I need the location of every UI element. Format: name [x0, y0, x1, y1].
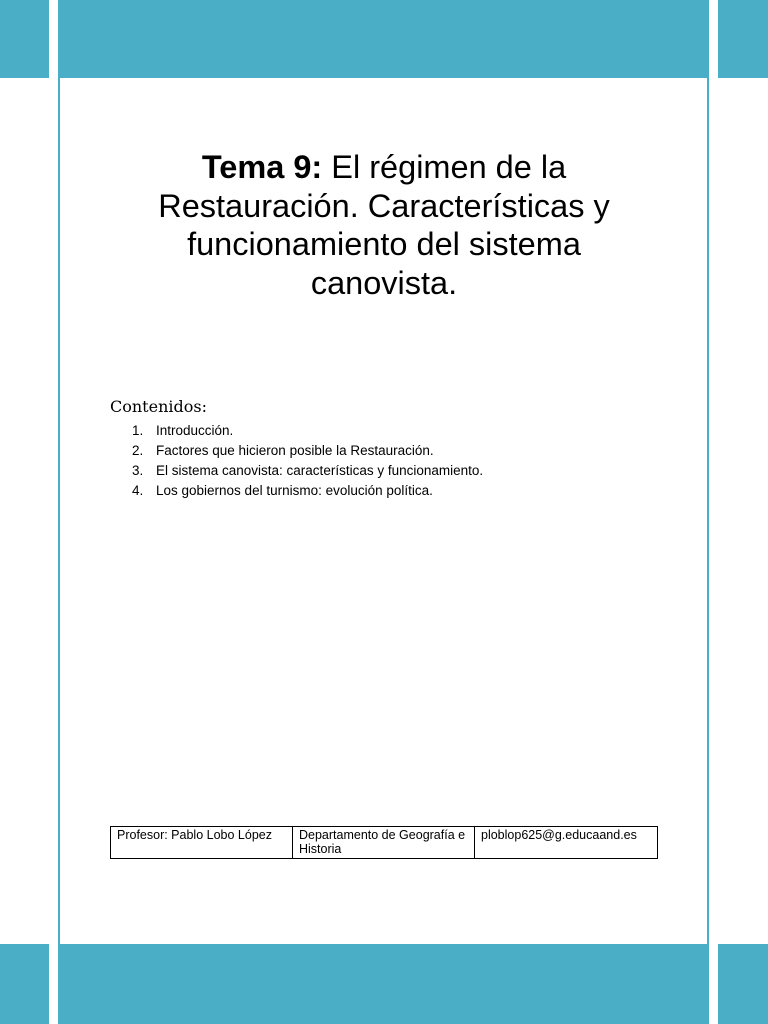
- table-row: [111, 827, 658, 859]
- list-item-number: 3.: [132, 463, 144, 478]
- list-item-text: Los gobiernos del turnismo: evolución política.: [156, 483, 433, 498]
- top-right-band: [718, 0, 768, 78]
- list-item-text: El sistema canovista: características y funcionamiento.: [156, 463, 484, 478]
- author-info-table: [110, 826, 658, 859]
- list-item-text: Introducción.: [156, 423, 234, 438]
- list-item: [132, 441, 483, 461]
- title-prefix: Tema 9:: [201, 149, 323, 185]
- top-center-band: [60, 0, 707, 78]
- title-text: El régimen de la Restauración. Características y funcionamiento del sistema canovista.: [158, 149, 610, 301]
- professor-cell: Profesor: Pablo Lobo López: [111, 827, 293, 859]
- list-item-number: 1.: [132, 423, 144, 438]
- bottom-left-band: [0, 944, 49, 1024]
- list-item-number: 4.: [132, 483, 144, 498]
- list-item-number: 2.: [132, 443, 144, 458]
- bottom-right-band: [718, 944, 768, 1024]
- list-item: [132, 461, 483, 481]
- list-item-text: Factores que hicieron posible la Restauración.: [156, 443, 434, 458]
- top-left-band: [0, 0, 49, 78]
- contents-heading: Contenidos:: [110, 397, 207, 416]
- department-cell: Departamento de Geografía e Historia: [293, 827, 475, 859]
- bottom-center-band: [60, 944, 707, 1024]
- list-item: [132, 421, 483, 441]
- frame-line-left: [58, 0, 60, 1024]
- document-title: [110, 148, 658, 302]
- email-cell: ploblop625@g.educaand.es: [475, 827, 658, 859]
- list-item: [132, 481, 483, 501]
- contents-list: [132, 421, 483, 501]
- frame-line-right: [707, 0, 709, 1024]
